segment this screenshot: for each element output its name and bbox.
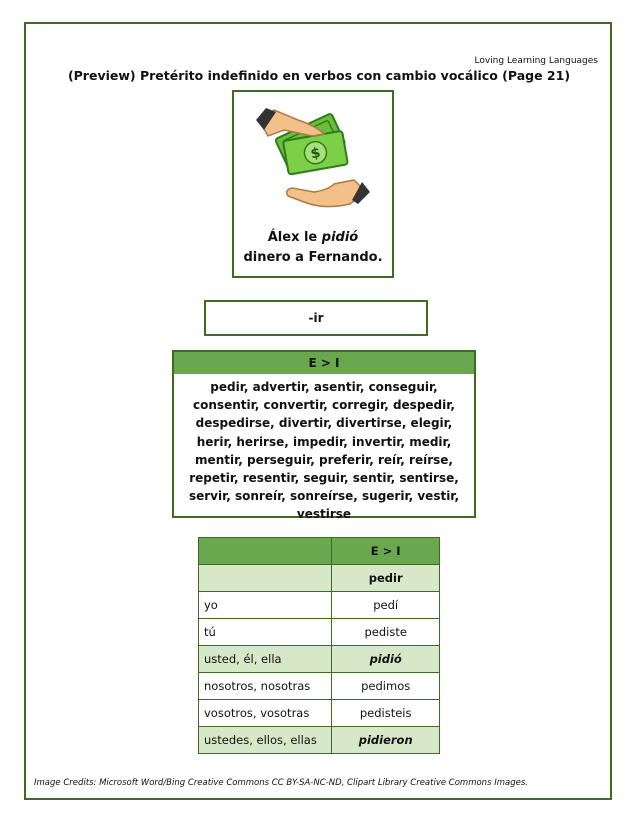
image-credits: Image Credits: Microsoft Word/Bing Creative Commons CC BY-SA-NC-ND, Clipart Library Creative Commons Images. — [34, 778, 528, 788]
form-cell: pediste — [332, 619, 440, 646]
pronoun-cell: vosotros, vosotras — [199, 700, 332, 727]
conjugation-table — [198, 537, 440, 754]
form-cell: pedisteis — [332, 700, 440, 727]
pronoun-cell: ustedes, ellos, ellas — [199, 727, 332, 754]
image-caption: Álex le pidió dinero a Fernando. — [243, 230, 383, 265]
table-header-row — [199, 538, 440, 565]
table-infinitive-empty — [199, 565, 332, 592]
table-row — [199, 619, 440, 646]
pronoun-cell: tú — [199, 619, 332, 646]
money-exchange-hands-icon — [254, 100, 372, 218]
table-row — [199, 727, 440, 754]
verb-list-text: pedir, advertir, asentir, conseguir, consentir, convertir, corregir, despedir, despedirse, divertir, divertirse, elegir, herir, herirse, impedir, invertir, medir, mentir, perseguir, preferir, reír, reírse, repetir, resentir, seguir, sentir, sentirse, servir, sonreír, sonreírse, sugerir, vestir, vestirse — [188, 380, 460, 522]
pronoun-cell: nosotros, nosotras — [199, 673, 332, 700]
table-infinitive: pedir — [332, 565, 440, 592]
caption-verb: pidió — [321, 230, 359, 245]
form-cell: pidió — [332, 646, 440, 673]
brand-label: Loving Learning Languages — [474, 56, 598, 66]
table-row — [199, 646, 440, 673]
table-row — [199, 673, 440, 700]
pronoun-cell: usted, él, ella — [199, 646, 332, 673]
image-card — [232, 90, 394, 278]
page-title: (Preview) Pretérito indefinido en verbos con cambio vocálico (Page 21) — [67, 68, 571, 83]
form-cell: pedimos — [332, 673, 440, 700]
table-row — [199, 700, 440, 727]
verb-list-box — [172, 350, 476, 522]
verb-list-heading: E > I — [174, 352, 474, 374]
form-cell: pedí — [332, 592, 440, 619]
table-heading: E > I — [332, 538, 440, 565]
ir-label-box: -ir — [204, 300, 428, 336]
table-row — [199, 592, 440, 619]
pronoun-cell: yo — [199, 592, 332, 619]
table-infinitive-row — [199, 565, 440, 592]
svg-text:$: $ — [309, 144, 322, 163]
table-header-empty — [199, 538, 332, 565]
form-cell: pidieron — [332, 727, 440, 754]
